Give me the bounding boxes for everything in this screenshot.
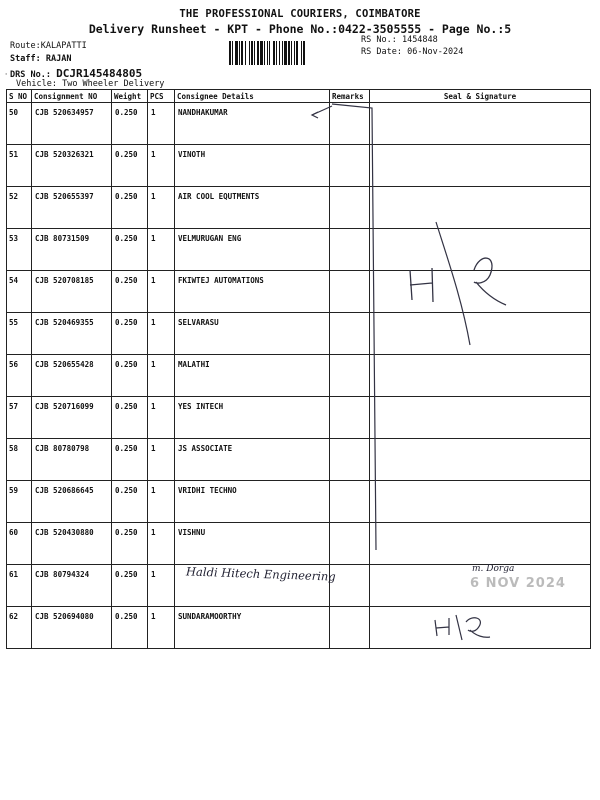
cell-consignee: JS ASSOCIATE: [175, 439, 330, 481]
cell-remarks: [330, 481, 370, 523]
cell-weight: 0.250: [112, 523, 148, 565]
route-field: [10, 41, 87, 51]
barcode-bar: [279, 41, 280, 65]
barcode-bar: [260, 41, 263, 65]
barcode-bar: [235, 41, 238, 65]
cell-consignment: CJB 520655428: [32, 355, 112, 397]
rs-no-value: 1454848: [401, 35, 438, 45]
cell-sno: 58: [7, 439, 32, 481]
cell-consignee: VISHNU: [175, 523, 330, 565]
table-row: [7, 187, 591, 229]
cell-pcs: 1: [148, 565, 175, 607]
cell-remarks: [330, 355, 370, 397]
cell-consignment: CJB 520430880: [32, 523, 112, 565]
table-row: [7, 271, 591, 313]
cell-weight: 0.250: [112, 313, 148, 355]
cell-consignee: VRIDHI TECHNO: [175, 481, 330, 523]
cell-pcs: 1: [148, 607, 175, 649]
col-header-weight: Weight: [112, 90, 148, 103]
cell-pcs: 1: [148, 397, 175, 439]
staff-value: RAJAN: [45, 54, 72, 64]
cell-consignee: VELMURUGAN ENG: [175, 229, 330, 271]
cell-signature: [370, 481, 591, 523]
cell-signature: [370, 103, 591, 145]
vehicle-label: Vehicle:: [16, 79, 57, 89]
cell-pcs: 1: [148, 229, 175, 271]
cell-pcs: 1: [148, 271, 175, 313]
table-row: [7, 397, 591, 439]
cell-remarks: [330, 313, 370, 355]
barcode-bar: [291, 41, 292, 65]
barcode-bar: [276, 41, 277, 65]
cell-sno: 53: [7, 229, 32, 271]
cell-remarks: [330, 229, 370, 271]
drs-value: DCJR145484805: [56, 67, 143, 80]
col-header-consignment: Consignment NO: [32, 90, 112, 103]
cell-consignee: SELVARASU: [175, 313, 330, 355]
cell-consignment: CJB 520694080: [32, 607, 112, 649]
route-label: Route:: [10, 41, 41, 51]
barcode-bar: [273, 41, 275, 65]
cell-sno: 62: [7, 607, 32, 649]
cell-remarks: [330, 523, 370, 565]
cell-pcs: 1: [148, 187, 175, 229]
cell-consignment: CJB 520634957: [32, 103, 112, 145]
cell-signature: [370, 145, 591, 187]
cell-signature: [370, 271, 591, 313]
cell-sno: 60: [7, 523, 32, 565]
cell-pcs: 1: [148, 481, 175, 523]
cell-weight: 0.250: [112, 397, 148, 439]
barcode-bar: [282, 41, 283, 65]
col-header-remarks: Remarks: [330, 90, 370, 103]
cell-weight: 0.250: [112, 439, 148, 481]
cell-signature: [370, 523, 591, 565]
cell-pcs: 1: [148, 145, 175, 187]
cell-remarks: [330, 187, 370, 229]
col-header-signature: Seal & Signature: [370, 90, 591, 103]
table-row: [7, 607, 591, 649]
handwritten-consignee: Haldi Hitech Engineering: [185, 564, 336, 584]
cell-consignment: CJB 520469355: [32, 313, 112, 355]
cell-consignee: AIR COOL EQUTMENTS: [175, 187, 330, 229]
cell-consignee: NANDHAKUMAR: [175, 103, 330, 145]
col-header-sno: S NO: [7, 90, 32, 103]
rs-date-value: 06-Nov-2024: [407, 47, 464, 57]
cell-signature: [370, 397, 591, 439]
barcode-bar: [239, 41, 240, 65]
cell-pcs: 1: [148, 103, 175, 145]
barcode-bar: [269, 41, 270, 65]
cell-consignment: CJB 520716099: [32, 397, 112, 439]
cell-weight: 0.250: [112, 145, 148, 187]
cell-consignment: CJB 520326321: [32, 145, 112, 187]
vehicle-field: [16, 79, 164, 89]
cell-weight: 0.250: [112, 187, 148, 229]
table-row: [7, 523, 591, 565]
cell-remarks: [330, 271, 370, 313]
barcode-bar: [245, 41, 246, 65]
barcode-bar: [251, 41, 253, 65]
cell-remarks: [330, 145, 370, 187]
cell-signature: [370, 439, 591, 481]
vehicle-value: Two Wheeler Delivery: [62, 79, 165, 89]
date-stamp: 6 NOV 2024: [470, 576, 566, 591]
cell-signature: [370, 313, 591, 355]
table-row: [7, 103, 591, 145]
cell-consignment: CJB 80731509: [32, 229, 112, 271]
cell-remarks: [330, 397, 370, 439]
cell-consignment: CJB 520708185: [32, 271, 112, 313]
cell-sno: 51: [7, 145, 32, 187]
barcode: [228, 41, 352, 65]
staff-label: Staff:: [10, 54, 41, 64]
cell-consignee: SUNDARAMOORTHY: [175, 607, 330, 649]
barcode-bar: [232, 41, 233, 65]
route-value: KALAPATTI: [40, 41, 87, 51]
cell-weight: 0.250: [112, 355, 148, 397]
table-row: [7, 229, 591, 271]
barcode-bar: [229, 41, 231, 65]
rs-date-field: [361, 47, 463, 57]
rs-no-field: [361, 35, 438, 45]
cell-sno: 52: [7, 187, 32, 229]
cell-weight: 0.250: [112, 565, 148, 607]
cell-consignee: MALATHI: [175, 355, 330, 397]
barcode-bar: [241, 41, 243, 65]
barcode-bar: [254, 41, 255, 65]
table-row: [7, 313, 591, 355]
table-header-row: [7, 90, 591, 103]
cell-consignee: YES INTECH: [175, 397, 330, 439]
rs-no-label: RS No.:: [361, 35, 397, 45]
cell-consignment: CJB 80794324: [32, 565, 112, 607]
cell-sno: 56: [7, 355, 32, 397]
table-row: [7, 439, 591, 481]
cell-signature: [370, 187, 591, 229]
table-row: [7, 145, 591, 187]
drs-label: DRS No.:: [10, 70, 51, 80]
cell-weight: 0.250: [112, 103, 148, 145]
barcode-bar: [296, 41, 298, 65]
table-row: [7, 481, 591, 523]
cell-consignment: CJB 520655397: [32, 187, 112, 229]
cell-consignment: CJB 520686645: [32, 481, 112, 523]
cell-remarks: [330, 607, 370, 649]
cell-weight: 0.250: [112, 481, 148, 523]
cell-sno: 50: [7, 103, 32, 145]
cell-weight: 0.250: [112, 271, 148, 313]
barcode-bar: [301, 41, 302, 65]
barcode-bar: [267, 41, 268, 65]
cell-consignee: FKIWTEJ AUTOMATIONS: [175, 271, 330, 313]
cell-pcs: 1: [148, 523, 175, 565]
tick-mark: ': [4, 72, 9, 80]
cell-weight: 0.250: [112, 229, 148, 271]
barcode-bar: [288, 41, 290, 65]
cell-pcs: 1: [148, 355, 175, 397]
barcode-bar: [249, 41, 250, 65]
cell-sno: 59: [7, 481, 32, 523]
cell-sno: 57: [7, 397, 32, 439]
cell-sno: 61: [7, 565, 32, 607]
cell-signature: [370, 229, 591, 271]
col-header-pcs: PCS: [148, 90, 175, 103]
barcode-bar: [264, 41, 265, 65]
cell-consignment: CJB 80780798: [32, 439, 112, 481]
table-row: [7, 355, 591, 397]
cell-remarks: [330, 103, 370, 145]
cell-pcs: 1: [148, 313, 175, 355]
runsheet-subtitle: Delivery Runsheet - KPT - Phone No.:0422-3505555 - Page No.:5: [88, 22, 512, 36]
cell-signature: [370, 607, 591, 649]
staff-field: [10, 54, 71, 64]
barcode-bar: [257, 41, 259, 65]
company-name: THE PROFESSIONAL COURIERS, COIMBATORE: [179, 8, 421, 20]
cell-pcs: 1: [148, 439, 175, 481]
cell-remarks: [330, 439, 370, 481]
barcode-bar: [284, 41, 287, 65]
rs-date-label: RS Date:: [361, 47, 402, 57]
cell-sno: 55: [7, 313, 32, 355]
cell-signature: [370, 355, 591, 397]
barcode-bar: [303, 41, 305, 65]
stamp-signature: m. Dorga: [472, 564, 515, 574]
cell-consignee: VINOTH: [175, 145, 330, 187]
cell-weight: 0.250: [112, 607, 148, 649]
col-header-consignee: Consignee Details: [175, 90, 330, 103]
cell-sno: 54: [7, 271, 32, 313]
barcode-bar: [294, 41, 295, 65]
